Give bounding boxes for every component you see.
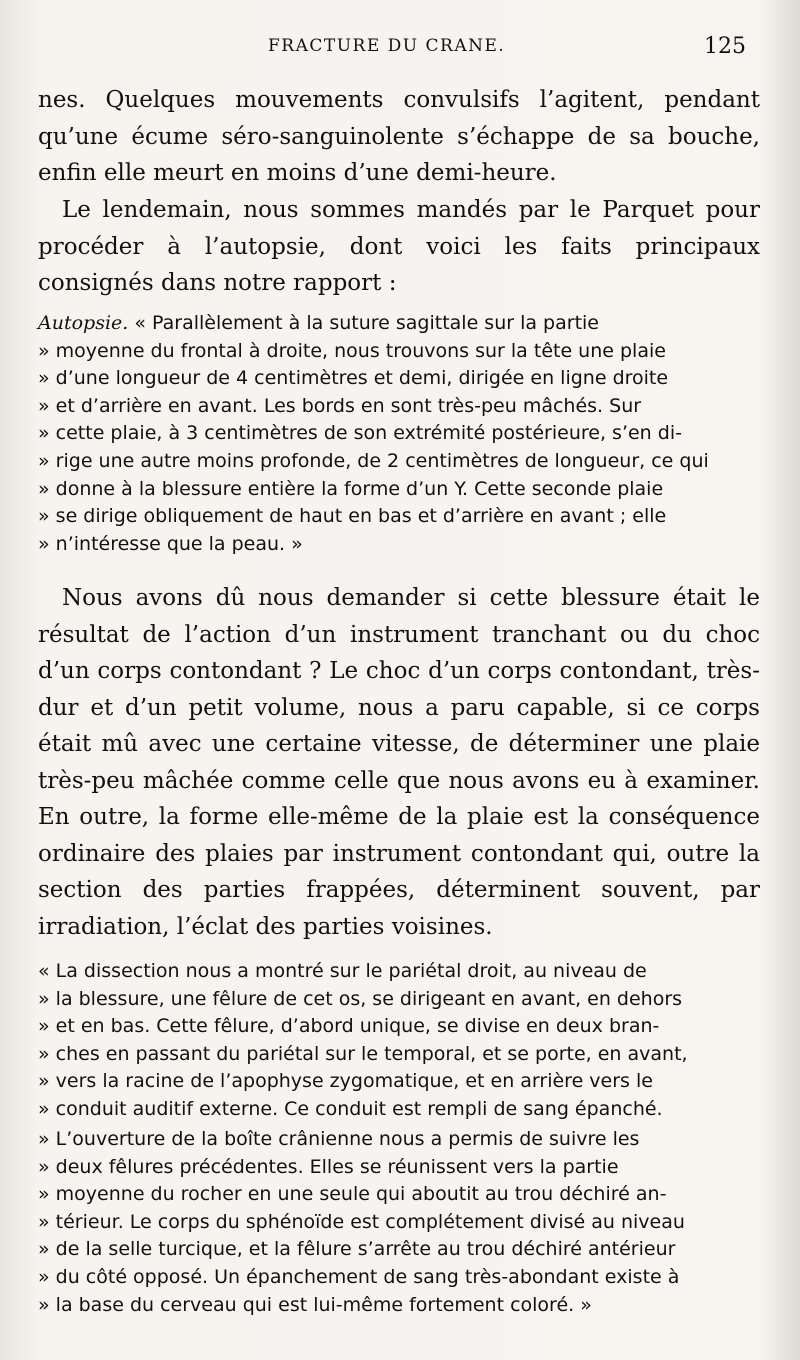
quote-line: » deux fêlures précédentes. Elles se réunissent vers la partie [38,1155,619,1178]
quote-line: » vers la racine de l’apophyse zygomatique, et en arrière vers le [38,1070,653,1093]
autopsy-line: » rige une autre moins profonde, de 2 centimètres de longueur, ce qui [38,449,709,472]
quote-line: » conduit auditif externe. Ce conduit est rempli de sang épanché. [38,1097,663,1120]
quote-line: » térieur. Le corps du sphénoïde est complétement divisé au niveau [38,1210,685,1233]
quote-line: « La dissection nous a montré sur le pariétal droit, au niveau de [38,960,647,982]
quote-line: » de la selle turcique, et la fêlure s’arrête au trou déchiré antérieur [38,1238,676,1261]
autopsy-excerpt [38,310,762,558]
quote-line: » la base du cerveau qui est lui-même fortement coloré. » [38,1293,592,1316]
autopsy-line: » d’une longueur de 4 centimètres et demi, dirigée en ligne droite [38,367,669,390]
paragraph-3: Nous avons dû nous demander si cette blessure était le résultat de l’action d’un instrument tranchant ou du choc d’un corps contondant ? Le choc d’un corps contondant, très-dur et d’un petit volume, nous a paru capable, si ce corps était mû avec une certaine vitesse, de déterminer une plaie très-peu mâchée comme celle que nous avons eu à examiner. En outre, la forme elle-même de la plaie est la conséquence ordinaire des plaies par instrument contondant qui, outre la section des parties frappées, déterminent souvent, par irradiation, l’éclat des parties voisines. [38,585,760,940]
skull-quote [38,1126,762,1319]
paragraph-1: nes. Quelques mouvements convulsifs l’agitent, pendant qu’une écume séro-sanguinolente s’échappe de sa bouche, enfin elle meurt en moins d’une demi-heure. [38,87,760,186]
autopsy-line-0: Autopsie. « Parallèlement à la suture sagittale sur la partie [38,312,599,334]
quote-line: » L’ouverture de la boîte crânienne nous a permis de suivre les [38,1128,640,1150]
quote-line: » et en bas. Cette fêlure, d’abord unique, se divise en deux bran- [38,1015,660,1038]
quote-line: » la blessure, une fêlure de cet os, se dirigeant en avant, en dehors [38,987,683,1010]
quote-line: » moyenne du rocher en une seule qui aboutit au trou déchiré an- [38,1183,667,1206]
quote-line: » ches en passant du pariétal sur le temporal, et se porte, en avant, [38,1042,688,1065]
autopsy-line: » n’intéresse que la peau. » [38,532,303,555]
quote-line: » du côté opposé. Un épanchement de sang très-abondant existe à [38,1265,680,1288]
dissection-quote [38,958,762,1124]
running-title: FRACTURE DU CRANE. [268,36,506,56]
page-number: 125 [704,34,746,59]
autopsy-line: » donne à la blessure entière la forme d’un Y. Cette seconde plaie [38,477,664,500]
autopsy-line: » cette plaie, à 3 centimètres de son extrémité postérieure, s’en di- [38,422,682,445]
autopsy-label: Autopsie. [38,312,129,334]
paragraph-2: Le lendemain, nous sommes mandés par le Parquet pour procéder à l’autopsie, dont voici les faits principaux consignés dans notre rapport : [38,197,760,296]
autopsy-line: » moyenne du frontal à droite, nous trouvons sur la tête une plaie [38,339,666,362]
autopsy-line: » et d’arrière en avant. Les bords en sont très-peu mâchés. Sur [38,394,642,417]
autopsy-line: » se dirige obliquement de haut en bas et d’arrière en avant ; elle [38,505,667,528]
page-header [0,36,800,66]
